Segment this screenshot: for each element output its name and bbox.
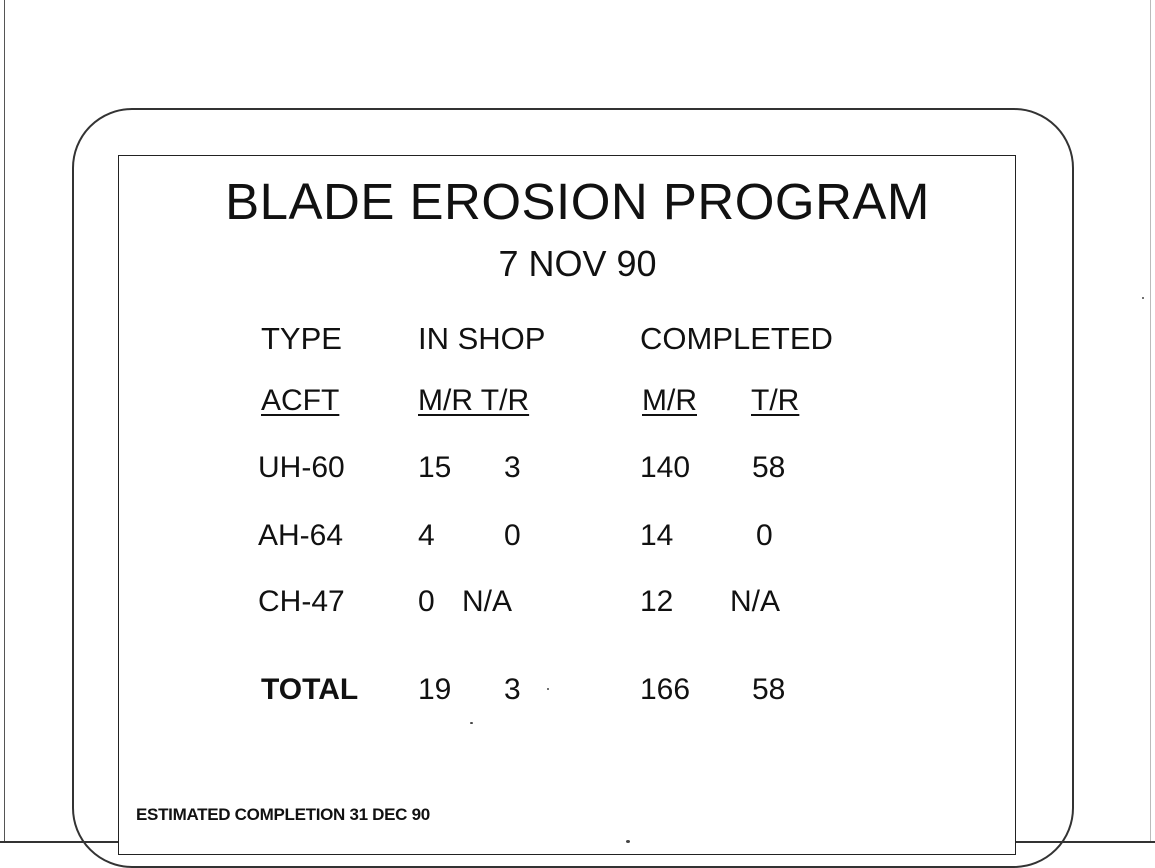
row-in-shop-tr: N/A <box>462 585 513 618</box>
total-completed-mr: 166 <box>640 673 691 706</box>
total-in-shop-tr: 3 <box>504 673 521 706</box>
subheader-completed-tr: T/R <box>751 384 800 417</box>
scan-speck <box>470 722 473 724</box>
header-completed: COMPLETED <box>640 321 833 356</box>
page-right-edge <box>1150 0 1151 842</box>
subheader-in-shop-mr-tr: M/R T/R <box>418 384 530 417</box>
row-in-shop-tr: 3 <box>504 451 521 484</box>
row-in-shop-mr: 15 <box>418 451 452 484</box>
row-in-shop-mr: 0 <box>418 585 435 618</box>
subheader-completed-mr: M/R <box>642 384 697 417</box>
total-in-shop-mr: 19 <box>418 673 452 706</box>
header-in-shop: IN SHOP <box>418 321 546 356</box>
scan-speck <box>547 688 549 690</box>
row-completed-tr: 58 <box>752 451 786 484</box>
row-completed-tr: N/A <box>730 585 781 618</box>
row-type: UH-60 <box>258 451 345 484</box>
subheader-acft: ACFT <box>261 384 340 417</box>
scan-speck <box>1142 297 1144 299</box>
row-type: AH-64 <box>258 519 344 552</box>
row-in-shop-tr: 0 <box>504 519 521 552</box>
row-type: CH-47 <box>258 585 345 618</box>
row-completed-mr: 12 <box>640 585 674 618</box>
row-completed-mr: 140 <box>640 451 691 484</box>
row-completed-mr: 14 <box>640 519 674 552</box>
scan-speck <box>626 840 630 843</box>
slide-title: BLADE EROSION PROGRAM <box>225 173 930 230</box>
row-in-shop-mr: 4 <box>418 519 435 552</box>
row-completed-tr: 0 <box>756 519 773 552</box>
slide-date: 7 NOV 90 <box>498 243 657 284</box>
page-left-edge <box>4 0 5 842</box>
total-completed-tr: 58 <box>752 673 786 706</box>
header-type: TYPE <box>261 321 342 356</box>
total-label: TOTAL <box>261 673 359 706</box>
estimated-completion-note: ESTIMATED COMPLETION 31 DEC 90 <box>136 805 430 824</box>
